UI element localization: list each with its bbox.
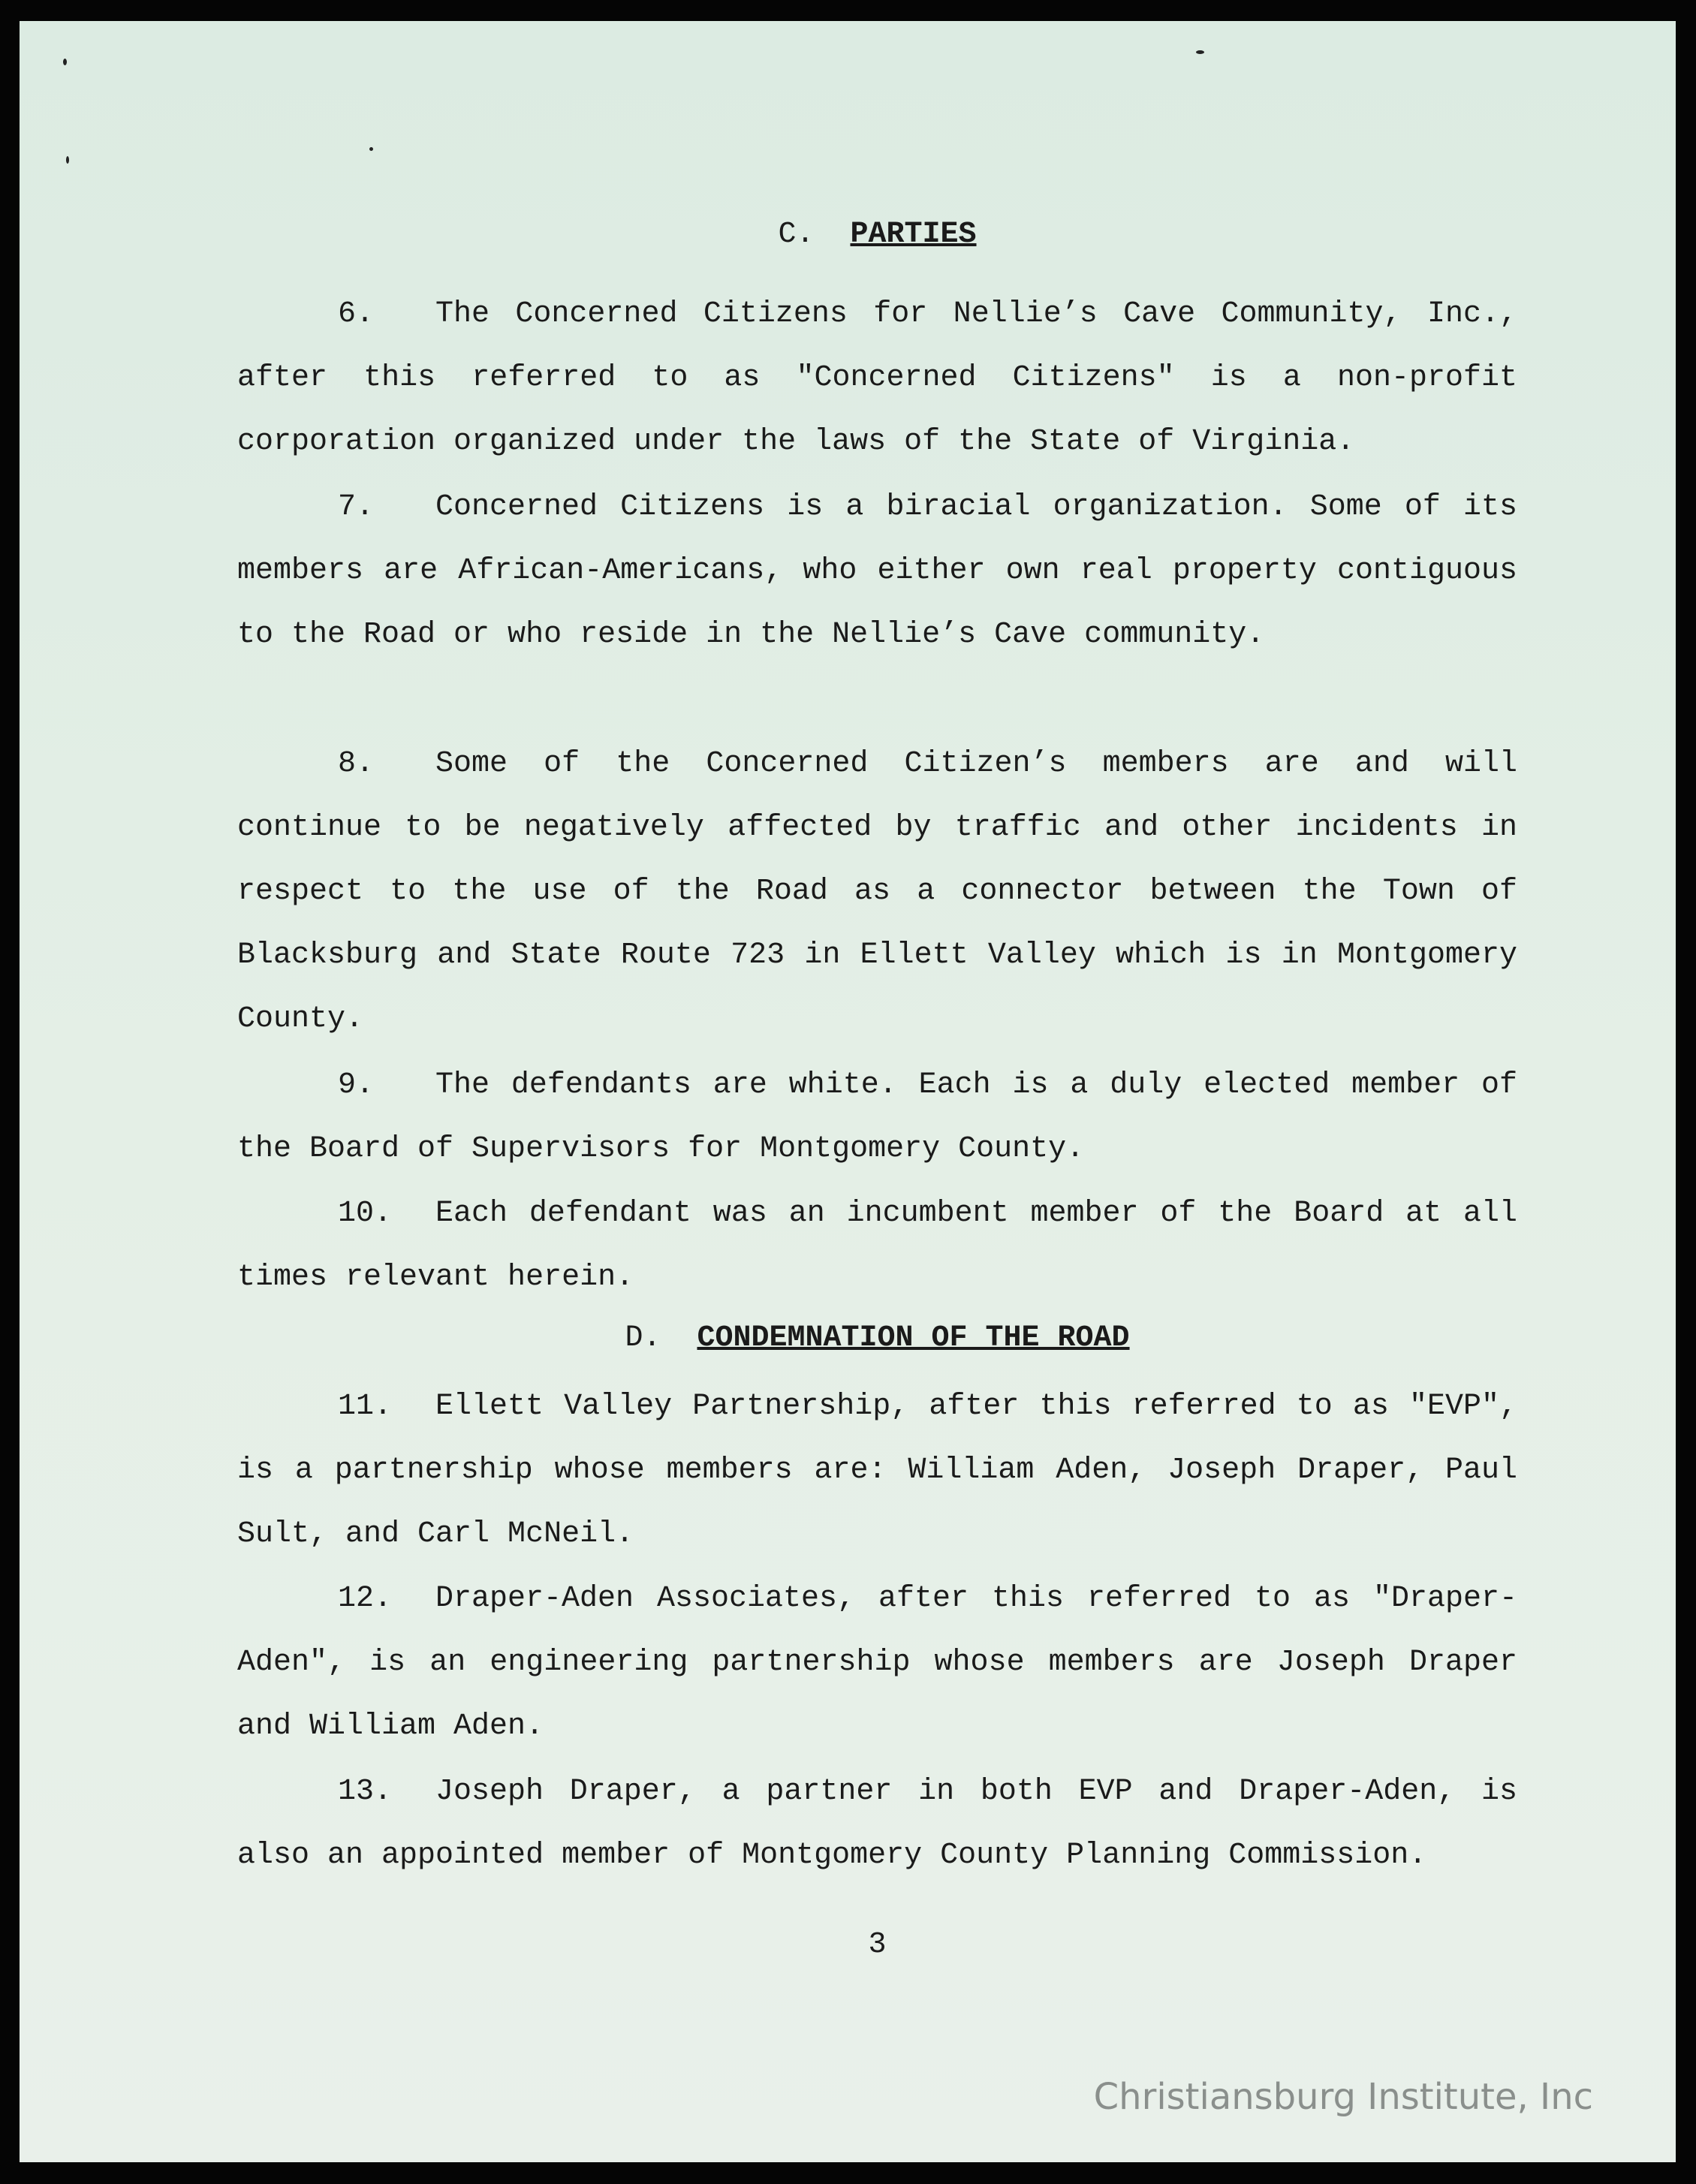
section-d-heading: D. CONDEMNATION OF THE ROAD [625,1321,1130,1355]
scan-speck [63,59,67,65]
paragraph-9: 9. The defendants are white. Each is a duly elected member of the Board of Supervisors for Montgomery County. [237,1068,1517,1166]
scan-speck [369,147,373,151]
watermark: Christiansburg Institute, Inc [1093,2076,1593,2118]
page-number: 3 [868,1928,887,1962]
paragraph-11: 11. Ellett Valley Partnership, after this referred to as "EVP", is a partnership whose members are: William Aden, Joseph Draper, Paul Sult, and Carl McNeil. [237,1390,1517,1551]
scan-speck [1196,50,1204,54]
section-c-heading: C. PARTIES [778,218,977,252]
paragraph-10: 10. Each defendant was an incumbent member of the Board at all times relevant herein. [237,1197,1517,1294]
paragraph-12: 12. Draper-Aden Associates, after this referred to as "Draper-Aden", is an engineering partnership whose members are Joseph Draper and William Aden. [237,1582,1517,1743]
paragraph-13: 13. Joseph Draper, a partner in both EVP and Draper-Aden, is also an appointed member of Montgomery County Planning Commission. [237,1775,1517,1872]
scan-speck [66,156,69,164]
document-page [20,21,1676,2162]
paragraph-7: 7. Concerned Citizens is a biracial organization. Some of its members are African-Americans, who either own real property contiguous to the Road or who reside in the Nellie’s Cave community. [237,490,1517,652]
paragraph-8: 8. Some of the Concerned Citizen’s members are and will continue to be negatively affected by traffic and other incidents in respect to the use of the Road as a connector between the Town of Blacksburg and State Route 723 in Ellett Valley which is in Montgomery County. [237,747,1517,1036]
paragraph-6: 6. The Concerned Citizens for Nellie’s Cave Community, Inc., after this referred to as "Concerned Citizens" is a non-profit corporation organized under the laws of the State of Virginia. [237,297,1517,459]
